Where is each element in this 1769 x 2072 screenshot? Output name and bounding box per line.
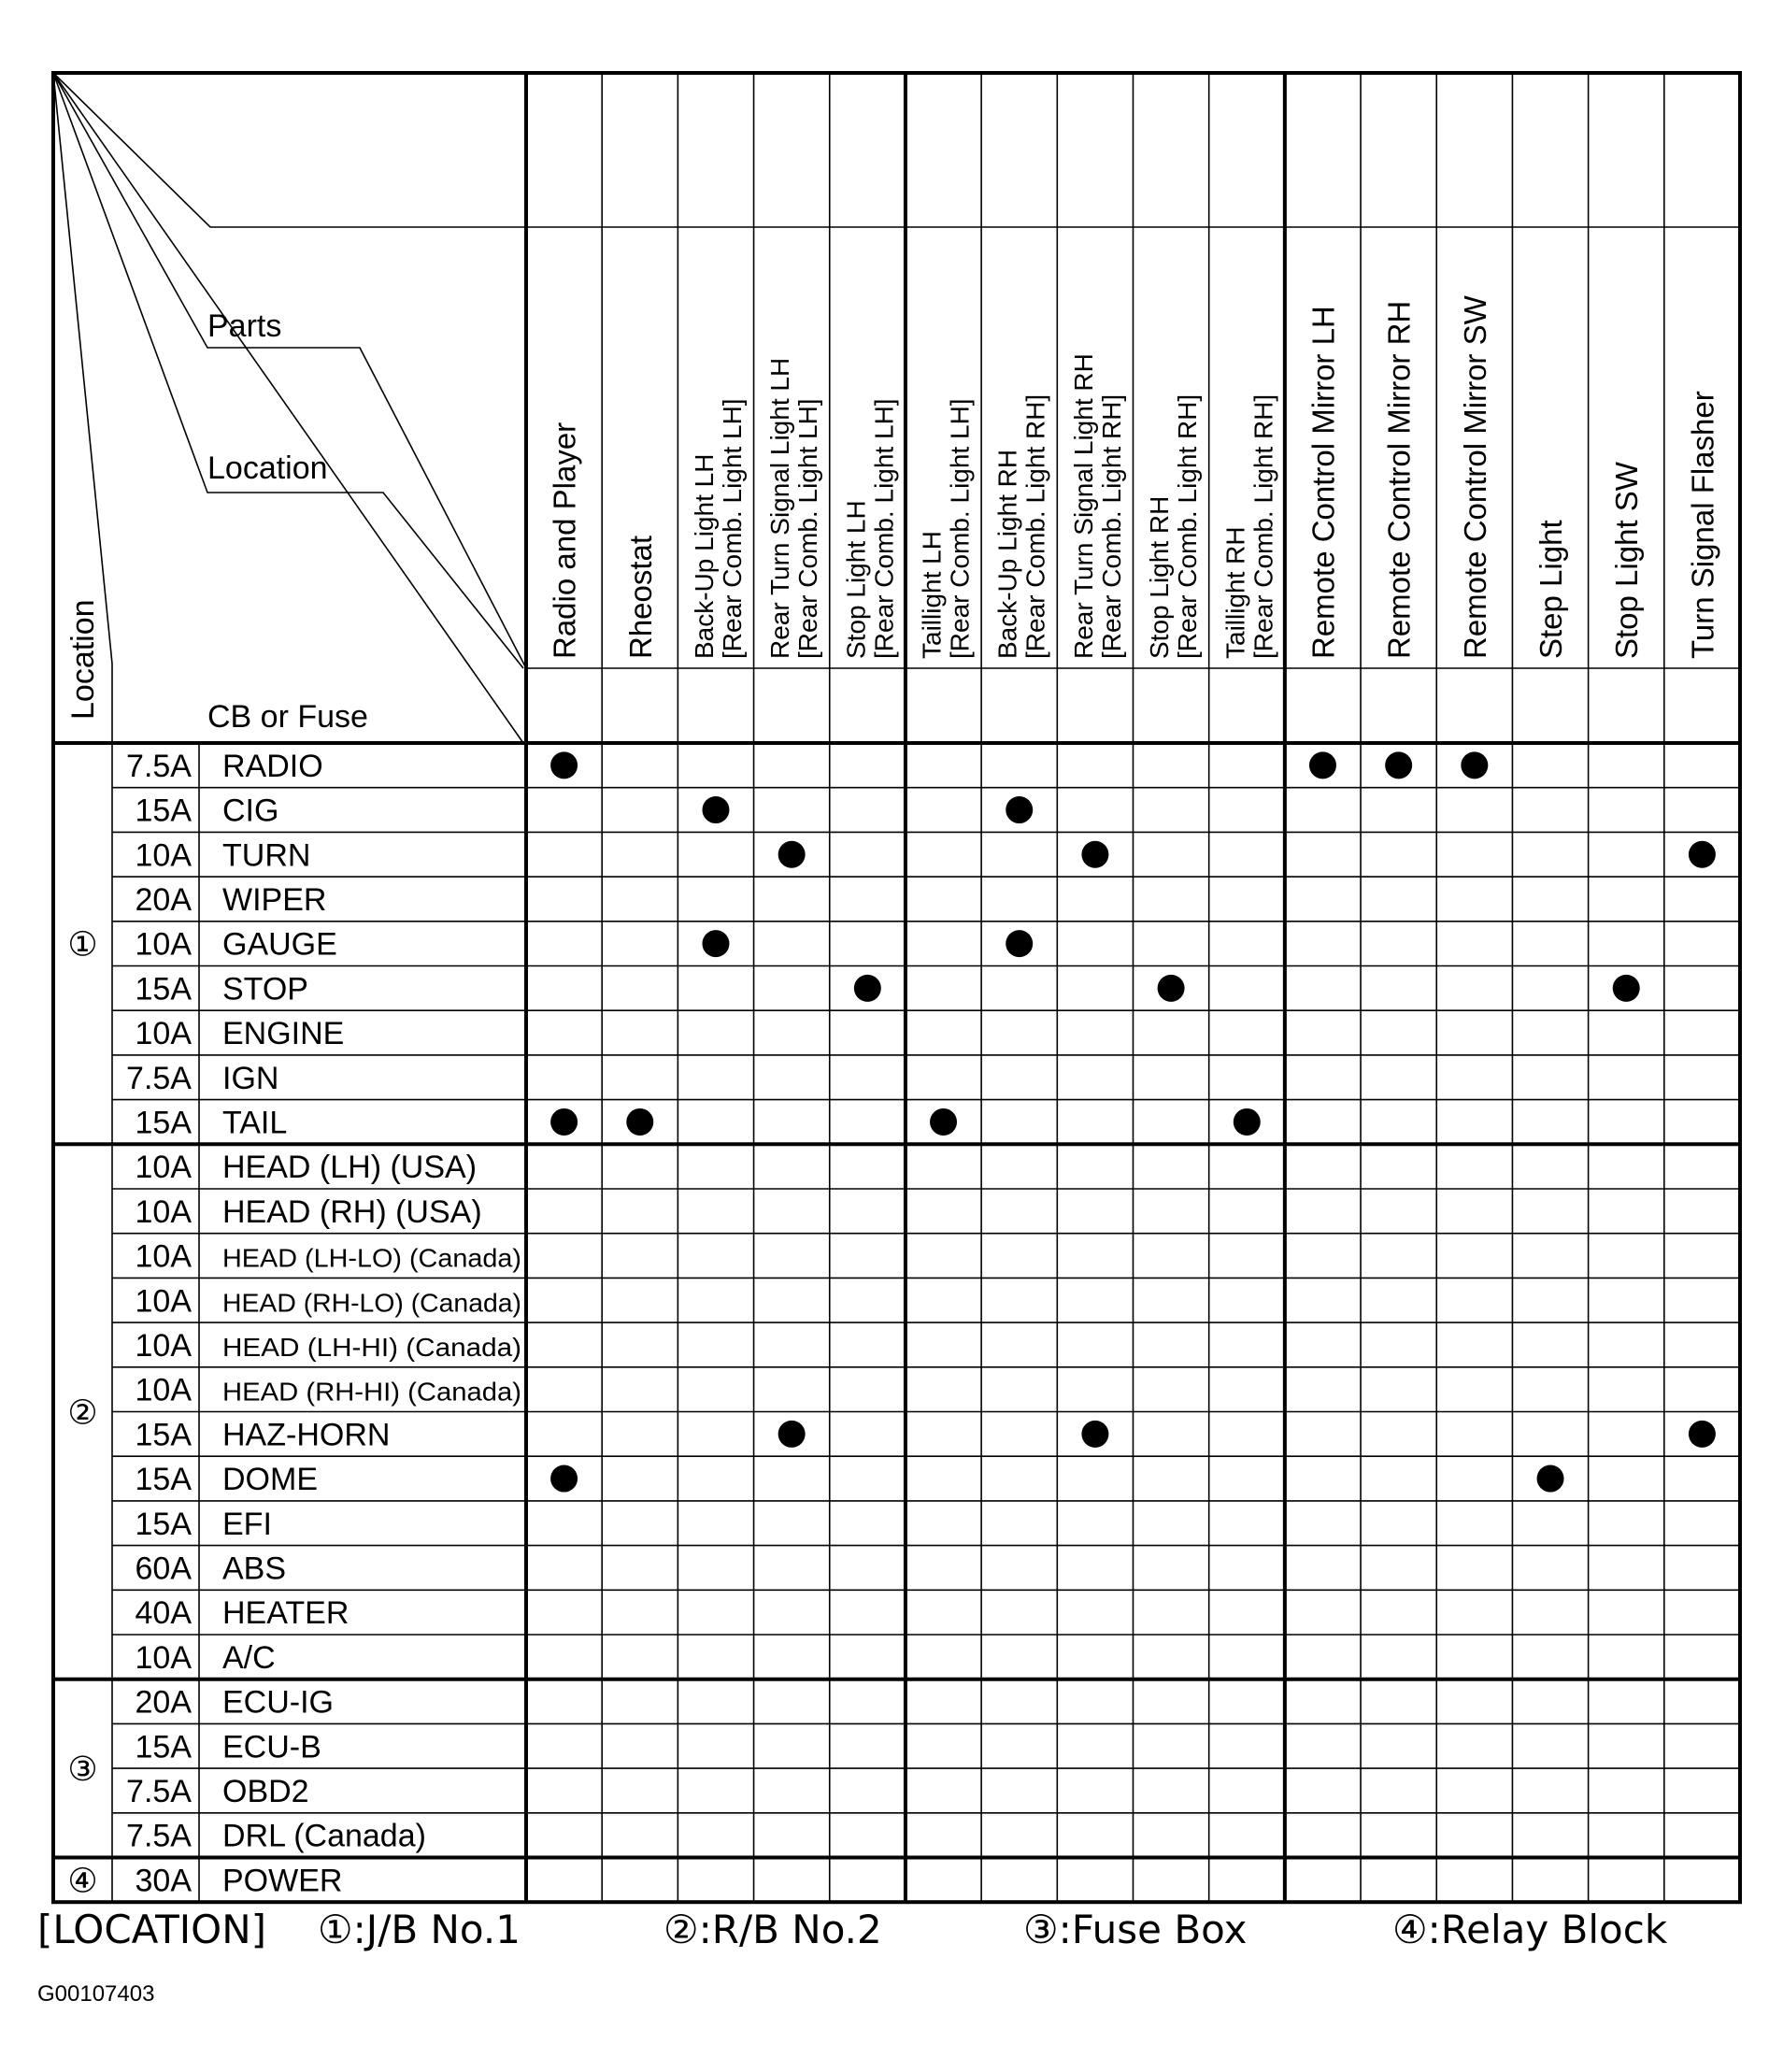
fuse-name: DOME (222, 1462, 318, 1498)
parts-label: Parts (207, 308, 282, 344)
location-group-symbol: ② (67, 1393, 98, 1432)
header-diagonal-line (53, 73, 526, 668)
column-header-6: Back-Up Light RH (992, 449, 1022, 659)
fuse-name: HEAD (LH-LO) (Canada) (222, 1243, 521, 1273)
connection-dot (1234, 1108, 1261, 1136)
fuse-amperage: 15A (135, 1462, 192, 1498)
legend-item-rb2: ②:R/B No.2 (663, 1907, 882, 1952)
column-header-15: Turn Signal Flasher (1685, 391, 1720, 659)
fuse-amperage: 60A (135, 1550, 192, 1587)
connection-dot (778, 1421, 806, 1448)
fuse-name: HEAD (RH) (USA) (222, 1193, 482, 1230)
connection-dot (702, 930, 729, 957)
fuse-name: ABS (222, 1550, 287, 1587)
column-header-sub-6: [Rear Comb. Light RH] (1020, 393, 1050, 659)
legend-item-fuse-box: ③:Fuse Box (1023, 1907, 1248, 1952)
connection-dot (550, 751, 578, 779)
legend-prefix: [LOCATION] (37, 1907, 267, 1952)
column-header-13: Step Light (1534, 520, 1569, 659)
fuse-amperage: 10A (135, 1016, 192, 1052)
header-diagonal-line (53, 73, 523, 743)
fuse-amperage: 10A (135, 1639, 192, 1676)
connection-dot (1537, 1465, 1564, 1493)
fuse-amperage: 7.5A (126, 1818, 192, 1854)
legend-item-relay-block: ④:Relay Block (1392, 1907, 1668, 1952)
connection-dot (1309, 751, 1336, 779)
column-header-1: Rheostat (622, 535, 658, 659)
location-legend (37, 1907, 1738, 1963)
fuse-amperage: 15A (135, 1729, 192, 1765)
column-header-7: Rear Turn Signal Light RH (1068, 353, 1098, 659)
figure-id: G00107403 (37, 1981, 155, 2007)
fuse-name: HEAD (RH-LO) (Canada) (222, 1288, 521, 1318)
fuse-amperage: 30A (135, 1863, 192, 1899)
connection-dot (1689, 1421, 1716, 1448)
column-header-sub-7: [Rear Comb. Light RH] (1096, 393, 1126, 659)
fuse-name: ECU-IG (222, 1684, 334, 1721)
fuse-amperage: 10A (135, 1327, 192, 1364)
column-header-11: Remote Control Mirror RH (1381, 300, 1417, 659)
column-header-10: Remote Control Mirror LH (1305, 306, 1341, 659)
connection-dot (1006, 796, 1033, 823)
column-header-5: Taillight LH (917, 531, 947, 659)
column-header-9: Taillight RH (1220, 526, 1250, 659)
column-header-8: Stop Light RH (1145, 495, 1175, 659)
fuse-name: TURN (222, 837, 311, 874)
location-group-symbol: ③ (67, 1750, 98, 1789)
fuse-name: ENGINE (222, 1016, 345, 1052)
fuse-amperage: 15A (135, 1105, 192, 1141)
fuse-name: HAZ-HORN (222, 1417, 391, 1453)
location-column-label: Location (65, 599, 101, 720)
fuse-amperage: 7.5A (126, 748, 192, 784)
fuse-name: RADIO (222, 748, 323, 784)
fuse-name: DRL (Canada) (222, 1818, 426, 1854)
fuse-name: TAIL (222, 1105, 288, 1141)
fuse-name: GAUGE (222, 926, 337, 963)
fuse-amperage: 10A (135, 1238, 192, 1275)
fuse-name: HEAD (LH-HI) (Canada) (222, 1332, 521, 1362)
fuse-name: IGN (222, 1060, 279, 1096)
column-header-3: Rear Turn Signal Light LH (765, 357, 795, 659)
location-group-symbol: ④ (67, 1861, 98, 1900)
connection-dot (1689, 841, 1716, 868)
fuse-name: WIPER (222, 881, 327, 918)
connection-dot (1613, 975, 1640, 1002)
fuse-amperage: 7.5A (126, 1060, 192, 1096)
connection-dot (1081, 1421, 1108, 1448)
header-diagonal-line (53, 73, 523, 668)
connection-dot (550, 1108, 578, 1136)
connection-dot (854, 975, 881, 1002)
connection-dot (1461, 751, 1488, 779)
connection-dot (1006, 930, 1033, 957)
fuse-name: EFI (222, 1506, 272, 1542)
column-header-sub-2: [Rear Comb. Light LH] (717, 398, 747, 659)
connection-dot (1158, 975, 1185, 1002)
connection-dot (702, 796, 729, 823)
connection-dot (1081, 841, 1108, 868)
column-header-sub-5: [Rear Comb. Light LH] (945, 398, 975, 659)
connection-dot (626, 1108, 653, 1136)
column-header-sub-4: [Rear Comb. Light LH] (869, 398, 899, 659)
fuse-name: HEAD (RH-HI) (Canada) (222, 1377, 521, 1407)
column-header-14: Stop Light SW (1609, 462, 1645, 659)
fuse-amperage: 20A (135, 881, 192, 918)
location-group-symbol: ① (67, 924, 98, 964)
column-header-sub-9: [Rear Comb. Light RH] (1248, 393, 1278, 659)
connection-dot (930, 1108, 957, 1136)
fuse-amperage: 10A (135, 1372, 192, 1408)
fuse-name: POWER (222, 1863, 343, 1899)
fuse-amperage: 10A (135, 926, 192, 963)
fuse-name: A/C (222, 1639, 276, 1676)
column-header-12: Remote Control Mirror SW (1457, 295, 1492, 659)
fuse-amperage: 15A (135, 1417, 192, 1453)
fuse-name: OBD2 (222, 1773, 309, 1809)
fuse-name: STOP (222, 971, 308, 1007)
fuse-amperage: 15A (135, 1506, 192, 1542)
column-header-sub-3: [Rear Comb. Light LH] (793, 398, 823, 659)
connection-dot (1385, 751, 1412, 779)
column-header-sub-8: [Rear Comb. Light RH] (1173, 393, 1203, 659)
fuse-name: HEATER (222, 1595, 350, 1632)
fuse-amperage: 15A (135, 793, 192, 829)
column-header-2: Back-Up Light LH (689, 453, 719, 659)
location-label: Location (207, 450, 328, 486)
fuse-amperage: 15A (135, 971, 192, 1007)
column-header-4: Stop Light LH (841, 500, 871, 659)
fuse-name: ECU-B (222, 1729, 321, 1765)
fuse-name: CIG (222, 793, 279, 829)
connection-dot (550, 1465, 578, 1493)
fuse-amperage: 7.5A (126, 1773, 192, 1809)
fuse-amperage: 10A (135, 1283, 192, 1320)
fuse-amperage: 40A (135, 1595, 192, 1632)
fuse-amperage: 10A (135, 1150, 192, 1186)
legend-item-jb1: ①:J/B No.1 (318, 1907, 521, 1952)
connection-dot (778, 841, 806, 868)
fuse-name: HEAD (LH) (USA) (222, 1150, 478, 1186)
header-diagonal-line (53, 73, 526, 227)
fuse-amperage: 20A (135, 1684, 192, 1721)
fuse-amperage: 10A (135, 1193, 192, 1230)
column-header-0: Radio and Player (547, 422, 582, 659)
cb-fuse-label: CB or Fuse (207, 699, 368, 735)
fuse-amperage: 10A (135, 837, 192, 874)
